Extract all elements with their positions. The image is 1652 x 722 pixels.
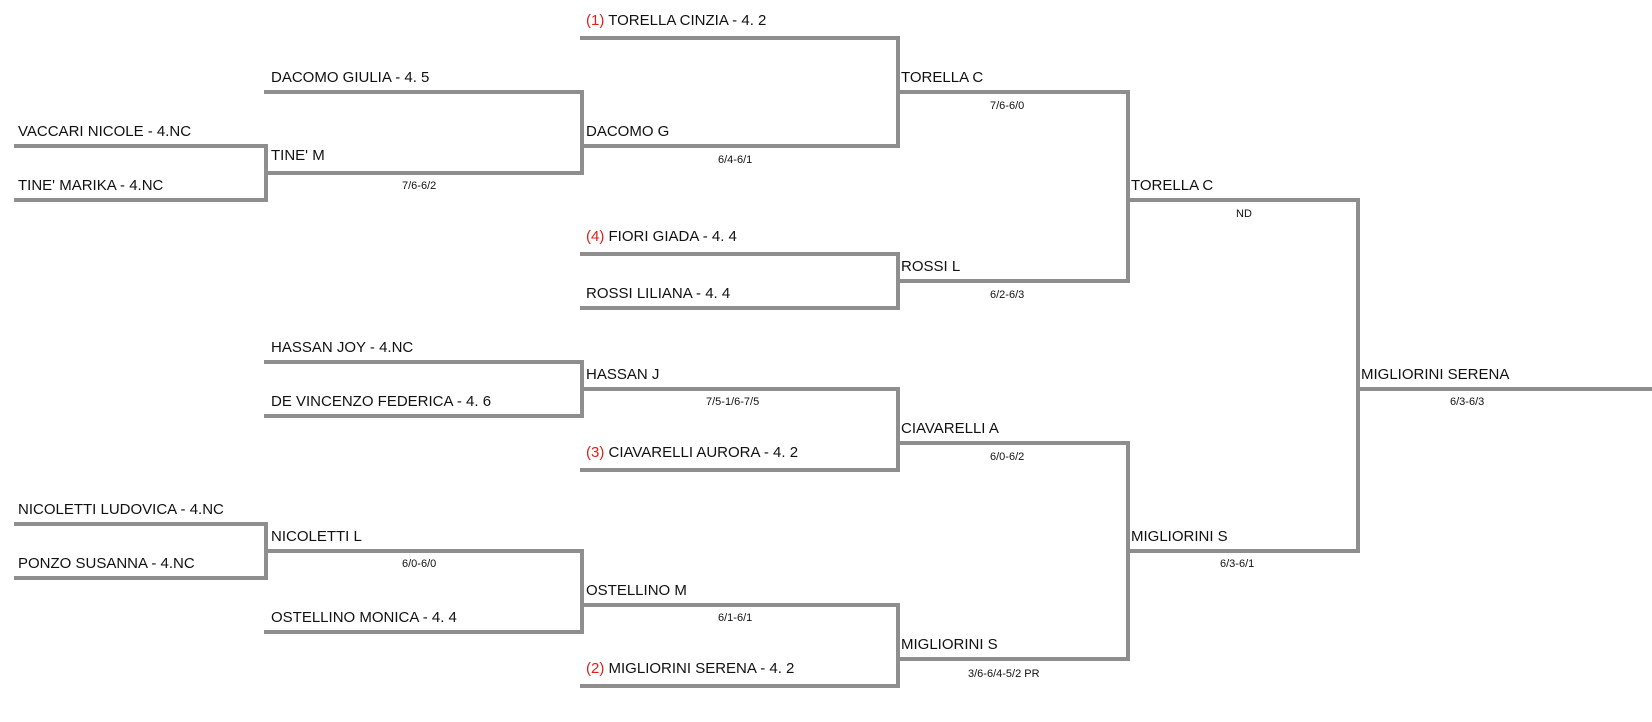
winner-label: MIGLIORINI S <box>901 636 998 653</box>
winner-label: TORELLA C <box>901 69 984 86</box>
bracket-connector <box>896 603 900 688</box>
bracket-line <box>14 198 268 202</box>
bracket-line <box>1126 198 1360 202</box>
match-score: 7/6-6/2 <box>402 180 437 192</box>
bracket-connector <box>896 387 900 472</box>
player-label: DE VINCENZO FEDERICA - 4. 6 <box>271 393 492 410</box>
player-label: OSTELLINO MONICA - 4. 4 <box>271 609 457 626</box>
bracket-line <box>264 360 584 364</box>
seed-number: (3) <box>586 444 605 461</box>
bracket-line <box>264 549 584 553</box>
bracket-line <box>580 144 900 148</box>
player-label: NICOLETTI LUDOVICA - 4.NC <box>18 501 224 518</box>
player-label: (1) TORELLA CINZIA - 4. 2 <box>586 12 767 29</box>
bracket-line <box>264 90 584 94</box>
match-score: 6/0-6/2 <box>990 451 1025 463</box>
winner-label: DACOMO G <box>586 123 670 140</box>
player-label: ROSSI LILIANA - 4. 4 <box>586 285 731 302</box>
match-score: 7/5-1/6-7/5 <box>706 396 760 408</box>
match-score: 6/1-6/1 <box>718 612 753 624</box>
player-label: (3) CIAVARELLI AURORA - 4. 2 <box>586 444 799 461</box>
bracket-line <box>896 657 1130 661</box>
bracket-line <box>14 522 268 526</box>
bracket-line <box>896 279 1130 283</box>
player-label: VACCARI NICOLE - 4.NC <box>18 123 192 140</box>
match-score: 3/6-6/4-5/2 PR <box>968 668 1040 680</box>
winner-label: HASSAN J <box>586 366 660 383</box>
match-score: 6/0-6/0 <box>402 558 437 570</box>
match-score: ND <box>1236 208 1252 220</box>
bracket-connector <box>580 549 584 634</box>
bracket-line <box>580 684 900 688</box>
player-label: PONZO SUSANNA - 4.NC <box>18 555 195 572</box>
seed-number: (1) <box>586 12 605 29</box>
bracket-line <box>580 306 900 310</box>
bracket-line <box>896 90 1130 94</box>
winner-label: TINE' M <box>271 147 325 164</box>
bracket-line <box>264 630 584 634</box>
bracket-connector <box>1126 90 1130 283</box>
bracket-connector <box>580 90 584 175</box>
bracket-line <box>580 252 900 256</box>
bracket-line <box>580 387 900 391</box>
winner-label: MIGLIORINI S <box>1131 528 1228 545</box>
winner-label: TORELLA C <box>1131 177 1214 194</box>
bracket-line <box>1126 549 1360 553</box>
seed-number: (2) <box>586 660 605 677</box>
match-score: 6/3-6/3 <box>1450 396 1485 408</box>
match-score: 6/2-6/3 <box>990 289 1025 301</box>
winner-label: CIAVARELLI A <box>901 420 999 437</box>
bracket-line <box>264 171 584 175</box>
player-label: DACOMO GIULIA - 4. 5 <box>271 69 430 86</box>
match-score: 6/4-6/1 <box>718 154 753 166</box>
bracket-line <box>264 414 584 418</box>
bracket-line <box>14 144 268 148</box>
bracket-line <box>580 36 900 40</box>
player-label: TINE' MARIKA - 4.NC <box>18 177 164 194</box>
player-label: (2) MIGLIORINI SERENA - 4. 2 <box>586 660 795 677</box>
bracket-line <box>1356 387 1652 391</box>
player-label: HASSAN JOY - 4.NC <box>271 339 414 356</box>
match-score: 7/6-6/0 <box>990 100 1025 112</box>
winner-label: OSTELLINO M <box>586 582 687 599</box>
player-label: (4) FIORI GIADA - 4. 4 <box>586 228 737 245</box>
bracket-line <box>580 603 900 607</box>
match-score: 6/3-6/1 <box>1220 558 1255 570</box>
champion-label: MIGLIORINI SERENA <box>1361 366 1510 383</box>
winner-label: NICOLETTI L <box>271 528 362 545</box>
bracket-connector <box>1356 198 1360 553</box>
seed-number: (4) <box>586 228 605 245</box>
bracket-line <box>14 576 268 580</box>
winner-label: ROSSI L <box>901 258 961 275</box>
bracket-line <box>580 468 900 472</box>
bracket-line <box>896 441 1130 445</box>
